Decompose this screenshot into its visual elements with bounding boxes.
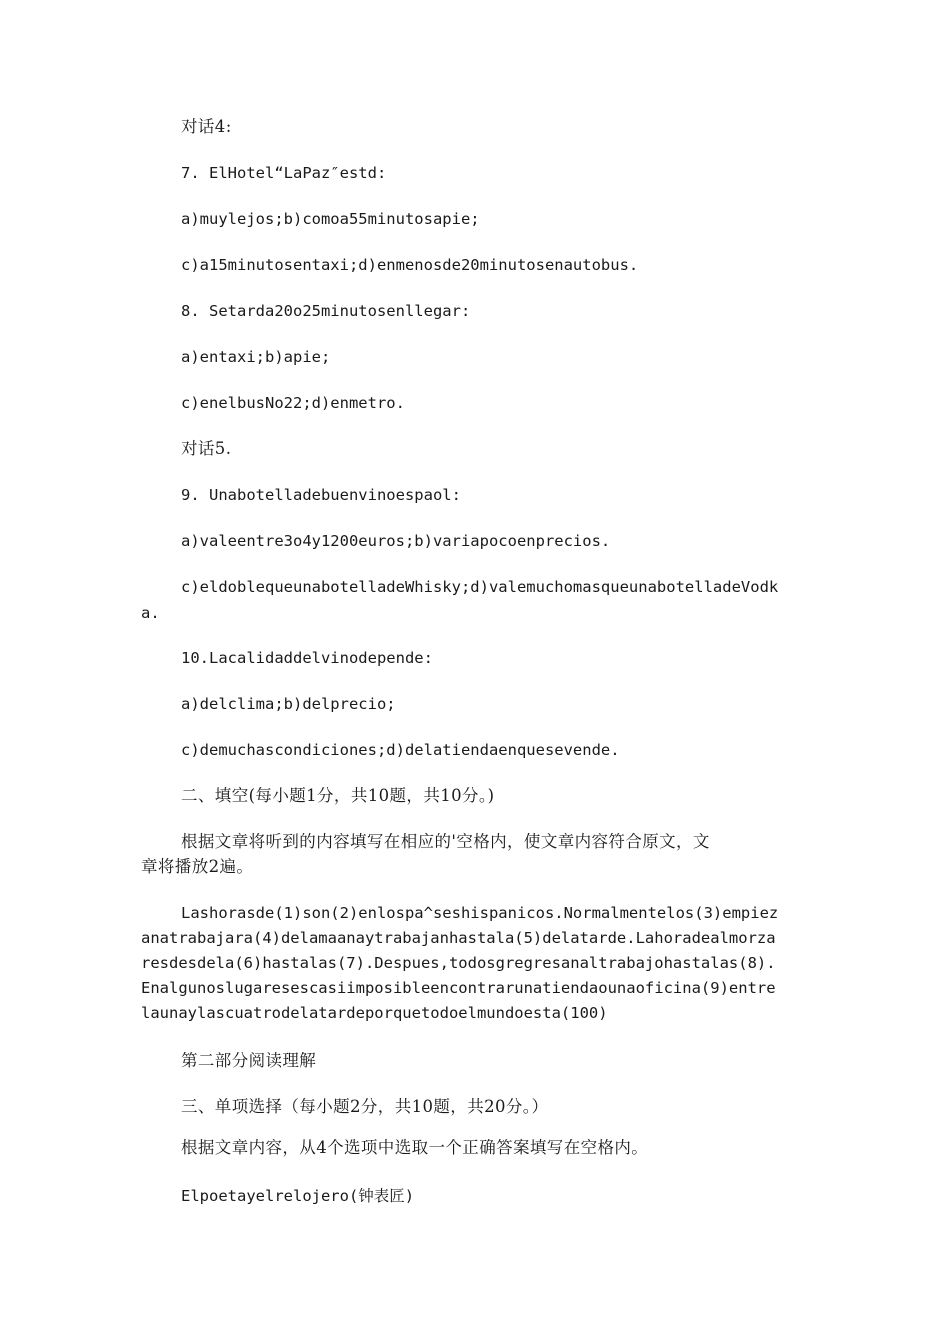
reading-title: Elpoetayelrelojero(钟表匠)	[181, 1187, 415, 1205]
question-7-options-cd: c)a15minutosentaxi;d)enmenosde20minutosenautobus.	[181, 256, 639, 274]
fill-in-passage-line-4: Enalgunoslugaresescasiimposibleencontrarunatiendaounaoficina(9)entre	[141, 979, 776, 997]
question-9-options-cd: c)eldoblequeunabotelladeWhisky;d)valemuchomasqueunabotelladeVodk	[181, 578, 779, 596]
question-9-options-ab: a)valeentre3o4y1200euros;b)variapocoenprecios.	[181, 532, 611, 550]
fill-in-passage-line-2: anatrabajara(4)delamaanaytrabajanhastala(5)delatarde.Lahoradealmorza	[141, 929, 776, 947]
question-7: 7. ElHotel“LaPaz″estd:	[181, 164, 387, 182]
section-2-instructions-continued: 章将播放2遍。	[141, 857, 254, 876]
fill-in-passage-line-3: resdesdela(6)hastalas(7).Despues,todosgregresanaltrabajohastalas(8).	[141, 954, 776, 972]
dialogue-5-heading: 对话5.	[181, 439, 232, 458]
question-10-options-cd: c)demuchascondiciones;d)delatiendaenquesevende.	[181, 741, 620, 759]
question-8-options-ab: a)entaxi;b)apie;	[181, 348, 331, 366]
fill-in-passage-line-1: Lashorasde(1)son(2)enlospa^seshispanicos.Normalmentelos(3)empiez	[181, 904, 779, 922]
question-10-options-ab: a)delclima;b)delprecio;	[181, 695, 396, 713]
question-8: 8. Setarda20o25minutosenllegar:	[181, 302, 471, 320]
dialogue-4-heading: 对话4:	[181, 117, 232, 136]
fill-in-passage-line-5: launaylascuatrodelatardeporquetodoelmundoesta(100)	[141, 1004, 608, 1022]
question-7-options-ab: a)muylejos;b)comoa55minutosapie;	[181, 210, 480, 228]
part-2-heading: 第二部分阅读理解	[181, 1051, 317, 1070]
question-9: 9. Unabotelladebuenvinoespaol:	[181, 486, 461, 504]
question-10: 10.Lacalidaddelvinodepende:	[181, 649, 433, 667]
section-3-heading: 三、单项选择（每小题2分，共10题，共20分。）	[181, 1097, 549, 1116]
section-2-instructions: 根据文章将听到的内容填写在相应的'空格内，使文章内容符合原文，文	[181, 832, 710, 851]
question-8-options-cd: c)enelbusNo22;d)enmetro.	[181, 394, 405, 412]
section-3-instructions: 根据文章内容，从4个选项中选取一个正确答案填写在空格内。	[181, 1138, 649, 1157]
section-2-heading: 二、填空(每小题1分，共10题，共10分。)	[181, 786, 495, 805]
question-9-options-cd-continued: a.	[141, 604, 160, 622]
